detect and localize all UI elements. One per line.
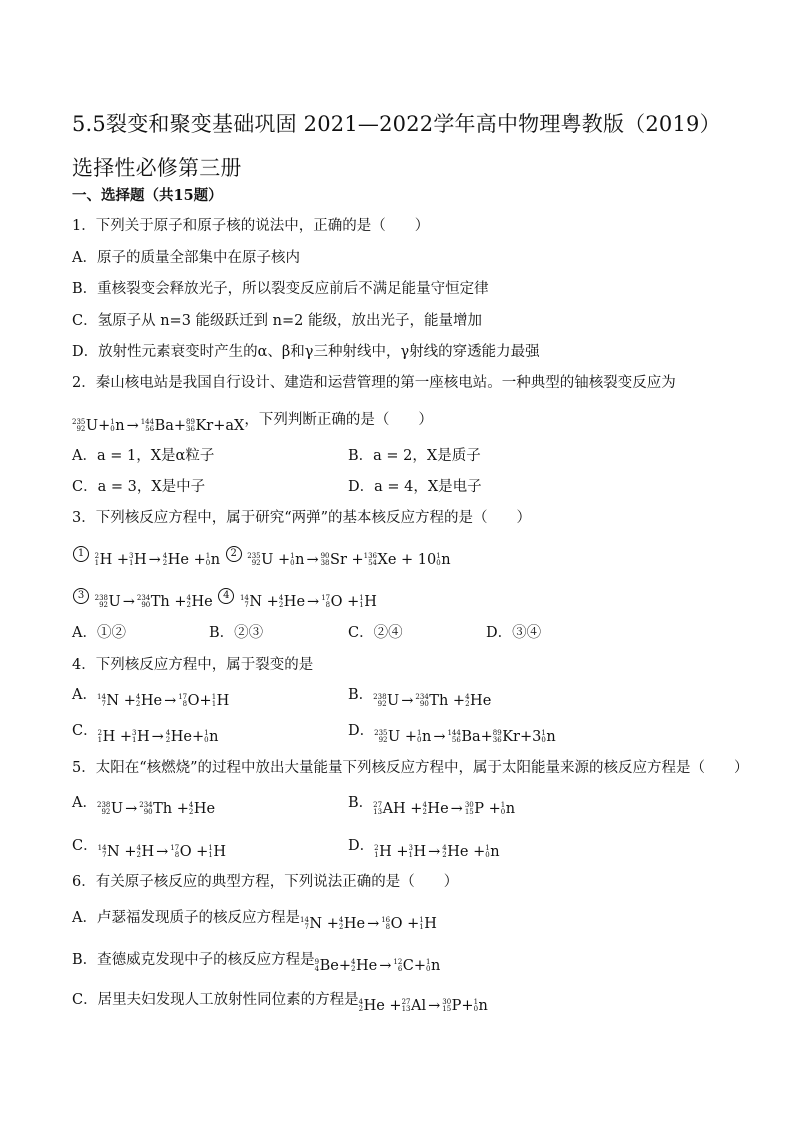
- q3-option-d: D．③④: [486, 625, 542, 641]
- q5-option-b: B． 27 13 AH + 4 2 He → 30 15 P + 1 0 n: [348, 795, 516, 817]
- q5-stem: 5．太阳在“核燃烧”的过程中放出大量能量下列核反应方程中，属于太阳能量来源的核反应方程是（ ）: [72, 760, 749, 776]
- q5-option-a: A． 238 92 U → 234 90 Th + 4 2 He: [72, 795, 216, 817]
- q5-option-c: C． 14 7 N + 4 2 H → 17 8 O + 1 1 H: [72, 838, 226, 860]
- q2-option-b: B．a = 2，X是质子: [348, 448, 481, 464]
- q2-stem-tail: ，下列判断正确的是（ ）: [244, 412, 433, 428]
- page-title: 5.5裂变和聚变基础巩固 2021—2022学年高中物理粤教版（2019）选择性必修第三册: [72, 112, 721, 180]
- q3-option-b: B．②③: [209, 625, 264, 641]
- q6-stem: 6．有关原子核反应的典型方程，下列说法正确的是（ ）: [72, 874, 459, 890]
- q2-option-d: D．a = 4，X是电子: [348, 479, 482, 495]
- q1-option-c: C．氢原子从 n=3 能级跃迁到 n=2 能级，放出光子，能量增加: [72, 313, 482, 329]
- q6-option-c: C．居里夫妇发现人工放射性同位素的方程是 4 2 He + 27 13 Al → 30 15 P+ 1 0 n: [72, 992, 488, 1014]
- q2-option-c: C．a = 3，X是中子: [72, 479, 206, 495]
- equation-uranium-fission: 235 92 U+ 1 0 n → 144 56 Ba+ 89 36 Kr+aX: [72, 418, 245, 434]
- q2-option-a: A．a = 1，X是α粒子: [72, 448, 215, 464]
- q3-option-c: C．②④: [348, 625, 403, 641]
- q4-stem: 4．下列核反应方程中，属于裂变的是: [72, 657, 314, 673]
- q2-equation-line: [72, 410, 433, 436]
- q3-equations-row2: 3 238 92 U → 234 90 Th + 4 2 He 4 14 7 N + 4 2 He → 17 8 O + 1 1 H: [72, 586, 377, 612]
- q5-option-d: D． 2 1 H + 3 1 H → 4 2 He + 1 0 n: [348, 838, 500, 860]
- q6-option-b: B．查德威克发现中子的核反应方程是 9 4 Be+ 4 2 He → 12 6 C+ 1 0 n: [72, 952, 441, 974]
- q4-option-c: C． 2 1 H + 3 1 H → 4 2 He+ 1 0 n: [72, 723, 219, 745]
- q4-option-d: D． 235 92 U + 1 0 n → 144 56 Ba+ 89 36 Kr+3 1 0 n: [348, 723, 556, 745]
- q4-option-b: B． 238 92 U → 234 90 Th + 4 2 He: [348, 687, 492, 709]
- q3-equations-row1: 1 2 1 H + 3 1 H → 4 2 He + 1 0 n 2 235 92 U + 1 0 n → 90 38 Sr + 136 54 Xe + 10 1 0 n: [72, 544, 451, 570]
- q6-option-a: A．卢瑟福发现质子的核反应方程是 14 7 N + 4 2 He → 16 8 O + 1 1 H: [72, 910, 437, 932]
- q1-option-d: D．放射性元素衰变时产生的α、β和γ三种射线中，γ射线的穿透能力最强: [72, 344, 540, 360]
- q2-stem: 2．秦山核电站是我国自行设计、建造和运营管理的第一座核电站。一种典型的铀核裂变反应为: [72, 375, 676, 391]
- q1-option-b: B．重核裂变会释放光子，所以裂变反应前后不满足能量守恒定律: [72, 281, 489, 297]
- section-heading: 一、选择题（共15题）: [72, 187, 223, 204]
- q3-option-a: A．①②: [72, 625, 126, 641]
- q3-stem: 3．下列核反应方程中，属于研究“两弹”的基本核反应方程的是（ ）: [72, 510, 532, 526]
- q4-option-a: A． 14 7 N + 4 2 He → 17 8 O+ 1 1 H: [72, 687, 230, 709]
- q1-stem: 1．下列关于原子和原子核的说法中，正确的是（ ）: [72, 218, 430, 234]
- q1-option-a: A．原子的质量全部集中在原子核内: [72, 250, 300, 266]
